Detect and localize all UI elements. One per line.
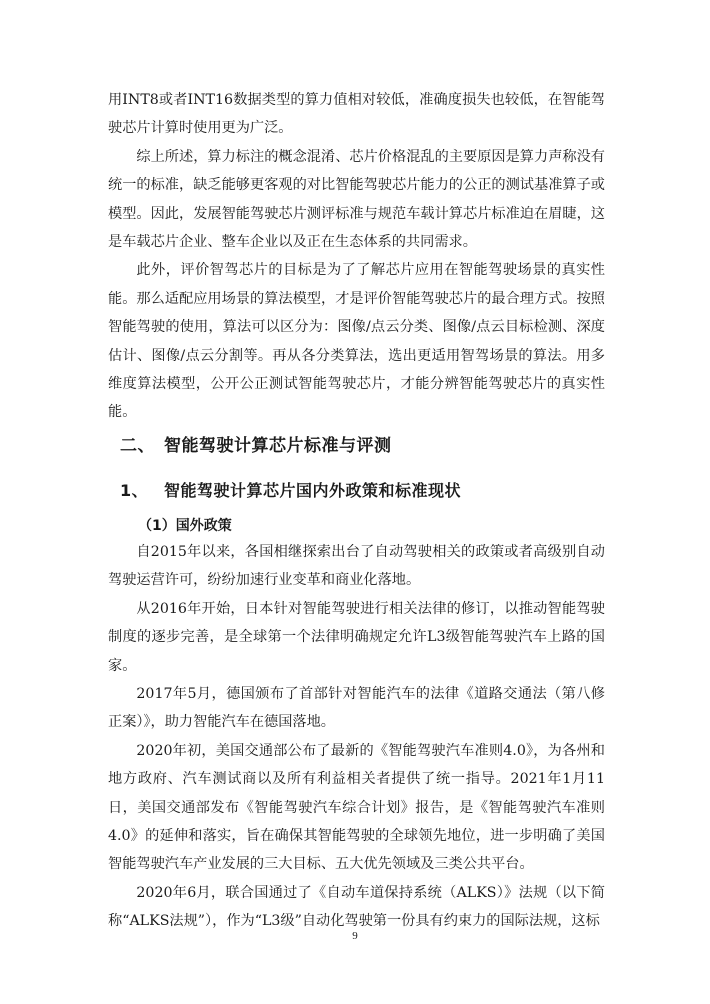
paragraph-evaluation: 此外，评价智驾芯片的目标是为了了解芯片应用在智能驾驶场景的真实性能。那么适配应用场景的算法模型，才是评价智能驾驶芯片的最合理方式。按照智能驾驶的使用，算法可以区分为：图像/点云分类、图像/点云目标检测、深度估计、图像/点云分割等。再从各分类算法，选出更适用智驾场景的算法。用多维度算法模型，公开公正测试智能驾驶芯片，才能分辨智能驾驶芯片的真实性能。 bbox=[108, 262, 606, 421]
paragraph-japan-2016: 从2016年开始，日本针对智能驾驶进行相关法律的修订，以推动智能驾驶制度的逐步完善，是全球第一个法律明确规定允许L3级智能驾驶汽车上路的国家。 bbox=[108, 600, 605, 674]
subsection-title: 智能驾驶计算芯片国内外政策和标准现状 bbox=[164, 481, 462, 500]
subsubsection-heading: （1）国外政策 bbox=[138, 518, 232, 534]
paragraph-2015: 自2015年以来，各国相继探索出台了自动驾驶相关的政策或者高级别自动驾驶运营许可，纷纷加速行业变革和商业化落地。 bbox=[108, 544, 605, 589]
subsection-number: 1、 bbox=[120, 481, 149, 500]
top-text-block bbox=[108, 86, 605, 427]
section-title: 智能驾驶计算芯片标准与评测 bbox=[164, 436, 392, 456]
page-number: 9 bbox=[352, 930, 358, 942]
paragraph-un-2020: 2020年6月，联合国通过了《自动车道保持系统（ALKS）》法规（以下简称“ALKS法规”），作为“L3级”自动化驾驶第一份具有约束力的国际法规，这标 bbox=[108, 884, 605, 930]
subsection-heading bbox=[120, 478, 461, 501]
paragraph-continuation: 用INT8或者INT16数据类型的算力值相对较低，准确度损失也较低，在智能驾驶芯片计算时使用更为广泛。 bbox=[108, 92, 605, 137]
section-heading bbox=[120, 431, 392, 456]
section-number: 二、 bbox=[120, 436, 155, 456]
paragraph-germany-2017: 2017年5月，德国颁布了首部针对智能汽车的法律《道路交通法（第八修正案）》，助力智能汽车在德国落地。 bbox=[108, 686, 605, 731]
paragraph-usa-2020: 2020年初，美国交通部公布了最新的《智能驾驶汽车准则4.0》，为各州和地方政府、汽车测试商以及所有利益相关者提供了统一指导。2021年1月11日，美国交通部发布《智能驾驶汽车综合计划》报告，是《智能驾驶汽车准则4.0》的延伸和落实，旨在确保其智能驾驶的全球领先地位，进一步明确了美国智能驾驶汽车产业发展的三大目标、五大优先领域及三类公共平台。 bbox=[108, 742, 605, 873]
paragraph-summary: 综上所述，算力标注的概念混淆、芯片价格混乱的主要原因是算力声称没有统一的标准，缺乏能够更客观的对比智能驾驶芯片能力的公正的测试基准算子或模型。因此，发展智能驾驶芯片测评标准与规范车载计算芯片标准迫在眉睫，这是车载芯片企业、整车企业以及正在生态体系的共同需求。 bbox=[108, 148, 605, 251]
bottom-text-block bbox=[108, 538, 605, 936]
